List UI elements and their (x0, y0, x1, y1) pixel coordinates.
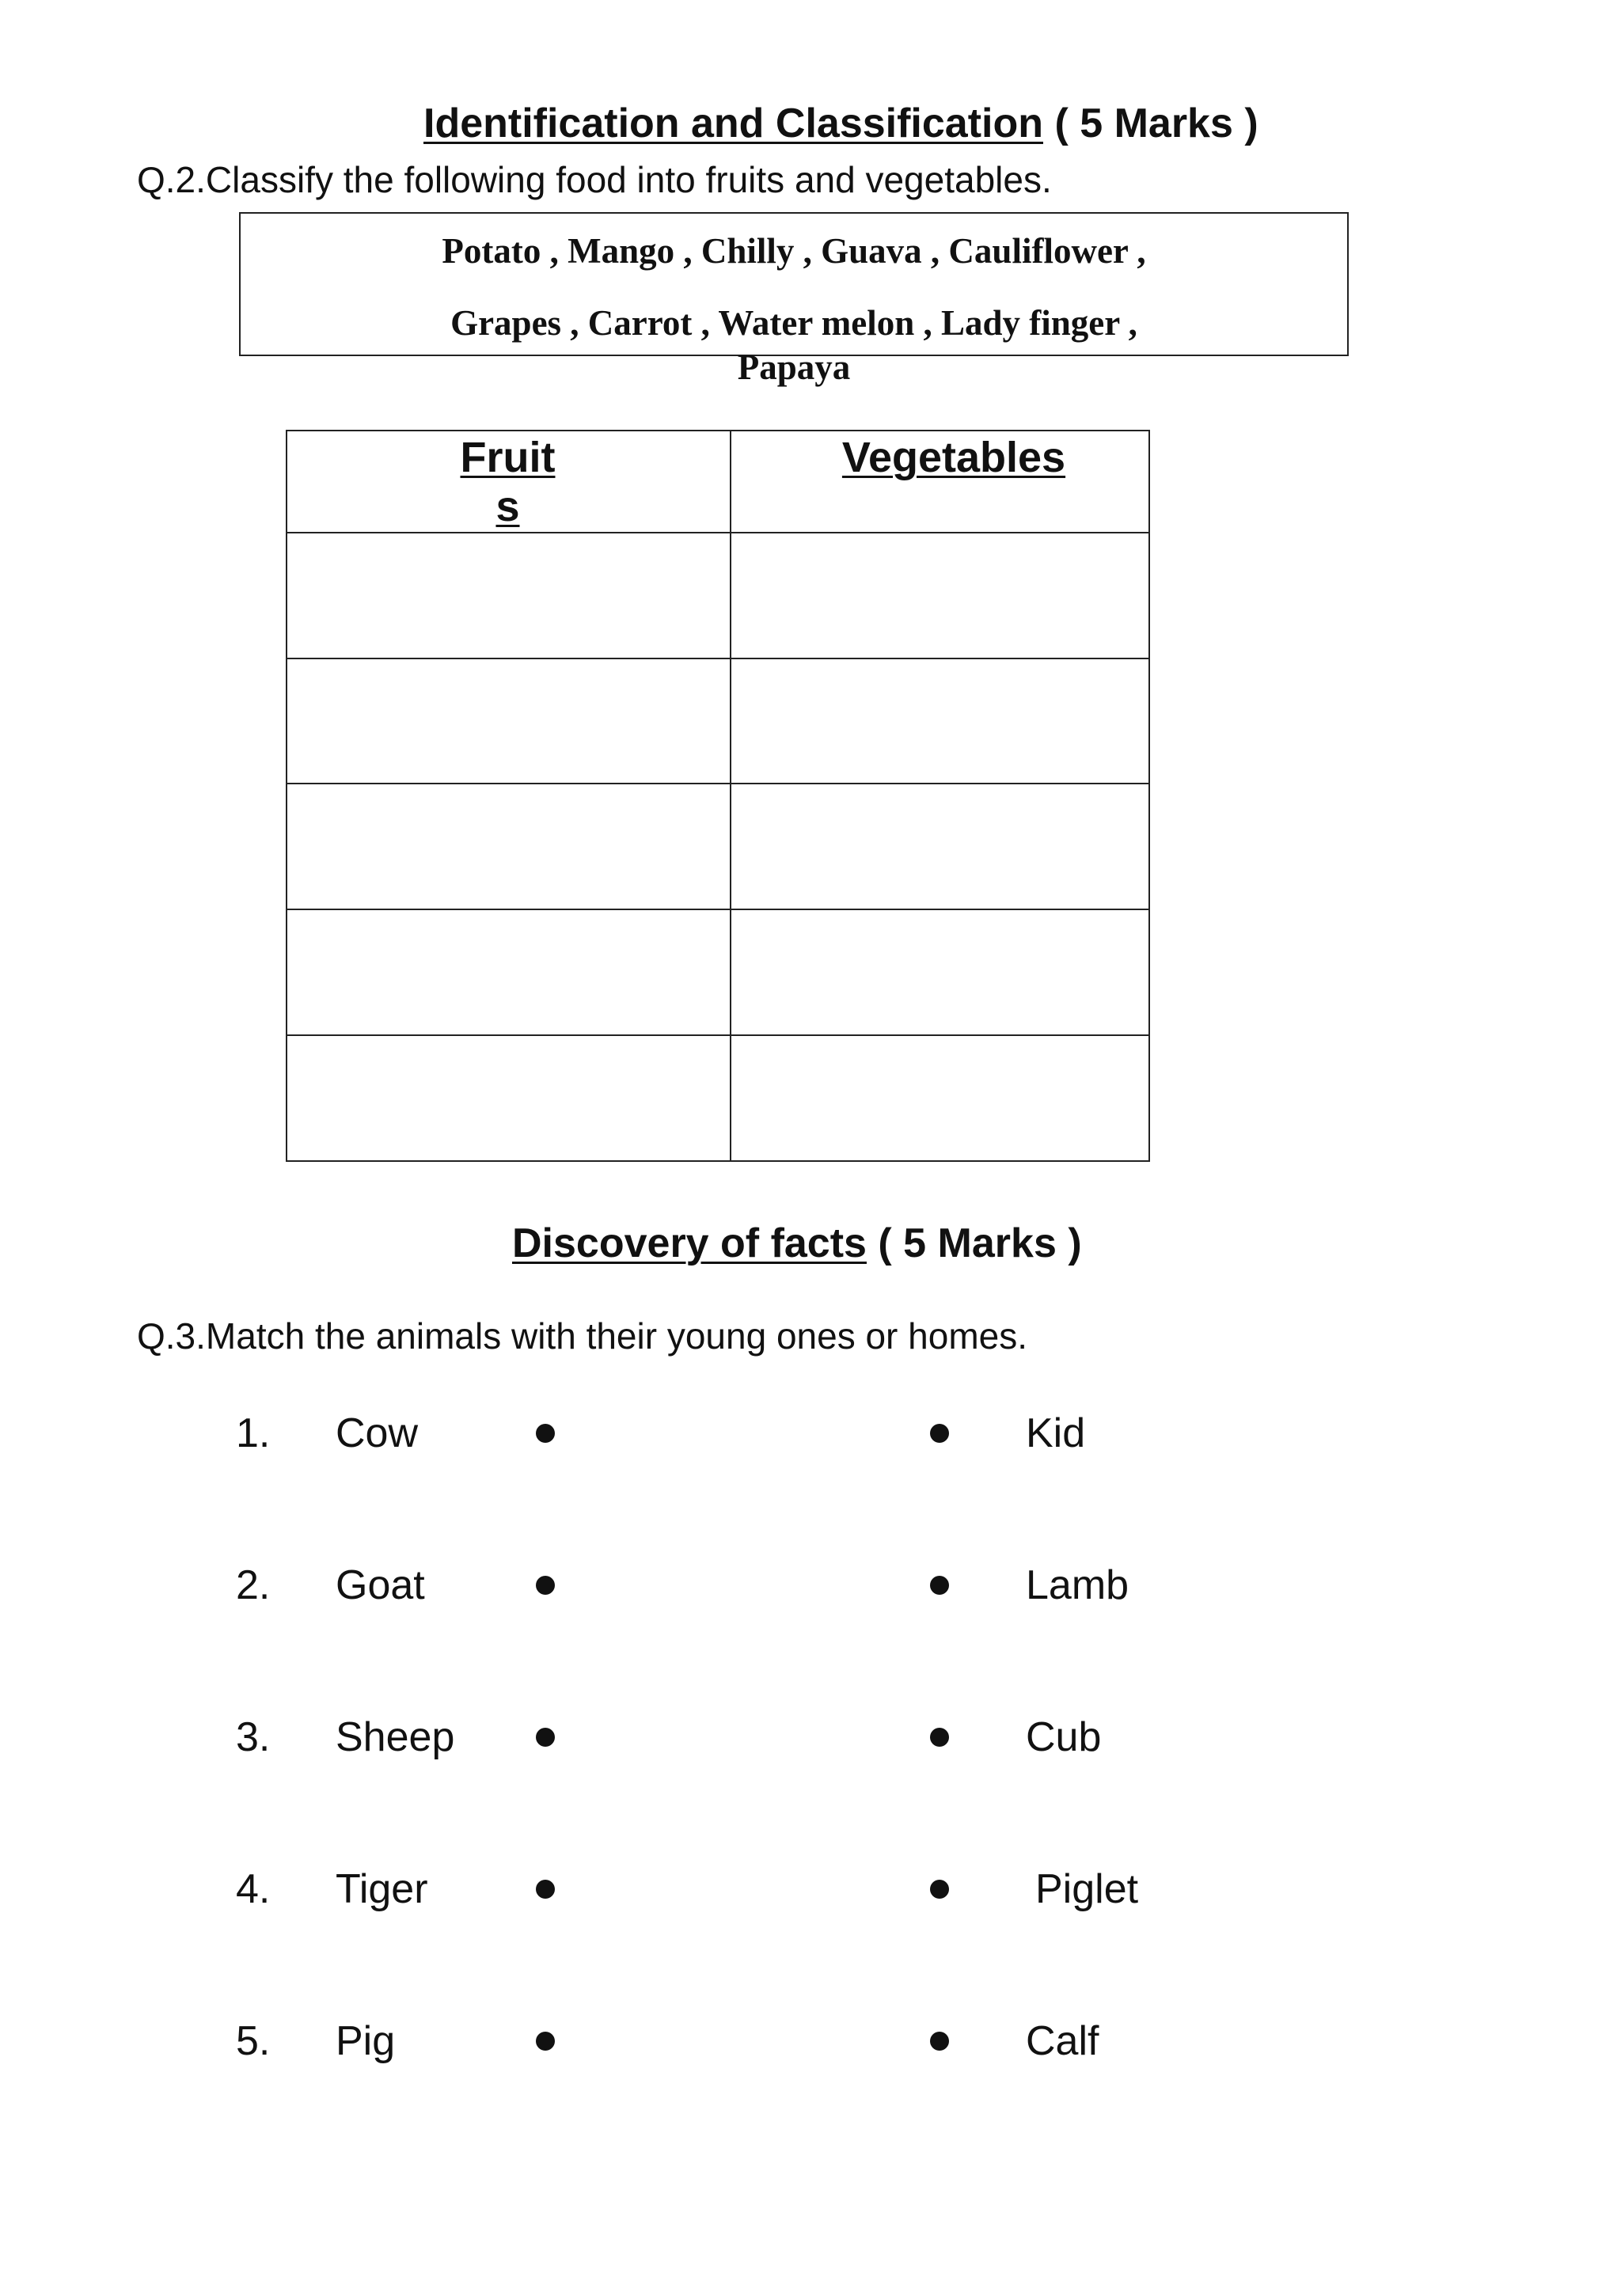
section-heading-discovery (512, 1220, 1082, 1266)
right-match-dot[interactable] (930, 1424, 949, 1443)
young-one-label: Calf (1026, 2018, 1099, 2064)
fruit-answer-cell[interactable] (287, 533, 730, 658)
animal-label: Tiger (336, 1866, 428, 1912)
section-heading-identification (423, 103, 1258, 144)
animal-label: Cow (336, 1410, 419, 1456)
vegetable-answer-cell[interactable] (731, 533, 1148, 658)
match-number: 3. (236, 1714, 271, 1760)
young-one-label: Kid (1026, 1410, 1086, 1456)
animal-label: Goat (336, 1562, 425, 1608)
word-line-2: Grapes , Carrot , Water melon , Lady finger , (450, 303, 1137, 343)
question-2-text: Q.2.Classify the following food into fruits and vegetables. (137, 159, 1052, 200)
vegetable-answer-cell[interactable] (731, 784, 1148, 909)
table-header-vegetables: Vegetables (841, 434, 1066, 481)
section-title: Identification and Classification (423, 101, 1043, 146)
section-marks: ( 5 Marks ) (878, 1220, 1082, 1266)
right-match-dot[interactable] (930, 2032, 949, 2051)
section-title: Discovery of facts (512, 1220, 867, 1266)
vegetable-answer-cell[interactable] (731, 910, 1148, 1034)
word-line-1: Potato , Mango , Chilly , Guava , Cauliflower , (442, 231, 1146, 271)
fruits-header-line-1: Fruit (460, 434, 556, 481)
fruit-answer-cell[interactable] (287, 784, 730, 909)
right-match-dot[interactable] (930, 1728, 949, 1747)
word-line-3: Papaya (737, 347, 851, 387)
vegetable-answer-cell[interactable] (731, 1036, 1148, 1160)
vegetable-answer-cell[interactable] (731, 659, 1148, 783)
section-marks: ( 5 Marks ) (1054, 101, 1258, 146)
fruits-header-line-2: s (495, 483, 520, 531)
match-number: 1. (236, 1410, 271, 1456)
question-3-text: Q.3.Match the animals with their young ones or homes. (137, 1315, 1028, 1357)
young-one-label: Piglet (1035, 1866, 1139, 1912)
right-match-dot[interactable] (930, 1880, 949, 1899)
young-one-label: Lamb (1026, 1562, 1129, 1608)
left-match-dot[interactable] (536, 1880, 555, 1899)
left-match-dot[interactable] (536, 1728, 555, 1747)
fruit-answer-cell[interactable] (287, 1036, 730, 1160)
table-header-fruits (286, 433, 730, 531)
right-match-dot[interactable] (930, 1576, 949, 1595)
animal-label: Sheep (336, 1714, 455, 1760)
fruit-answer-cell[interactable] (287, 910, 730, 1034)
young-one-label: Cub (1026, 1714, 1102, 1760)
animal-label: Pig (336, 2018, 396, 2064)
left-match-dot[interactable] (536, 1424, 555, 1443)
match-number: 5. (236, 2018, 271, 2064)
match-number: 2. (236, 1562, 271, 1608)
left-match-dot[interactable] (536, 1576, 555, 1595)
fruit-answer-cell[interactable] (287, 659, 730, 783)
match-number: 4. (236, 1866, 271, 1912)
left-match-dot[interactable] (536, 2032, 555, 2051)
